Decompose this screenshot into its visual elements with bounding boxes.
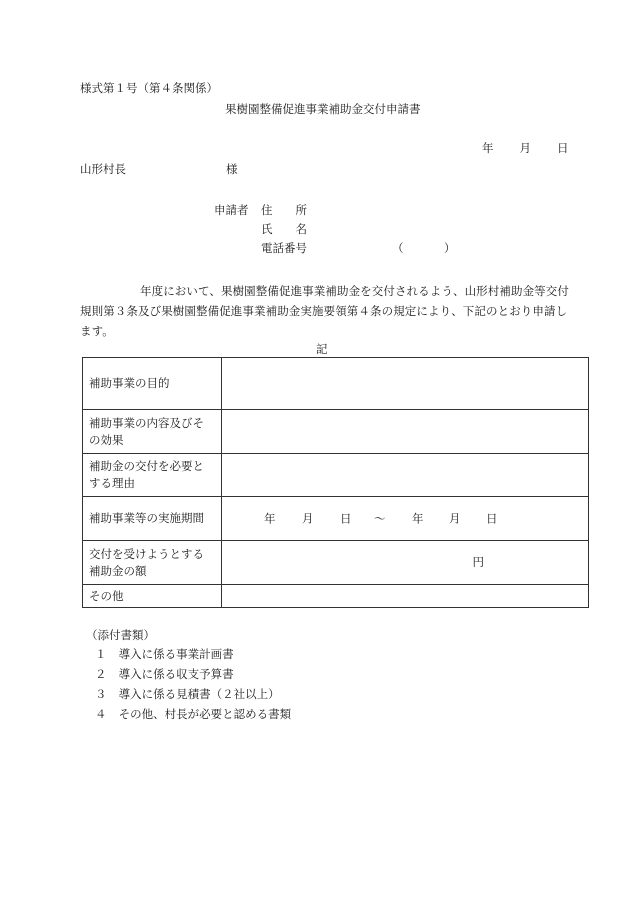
row-label: 補助事業等の実施期間 xyxy=(83,497,222,541)
attachment-text: 導入に係る見積書（２社以上） xyxy=(118,687,280,701)
phone-label: 電話番号 xyxy=(261,241,307,255)
row-value[interactable] xyxy=(222,410,589,454)
form-number: 様式第１号（第４条関係） xyxy=(80,81,218,95)
ki-heading: 記 xyxy=(316,342,328,356)
attachment-item xyxy=(95,709,291,721)
document-title: 果樹園整備促進事業補助金交付申請書 xyxy=(225,102,421,116)
attachment-text: 導入に係る事業計画書 xyxy=(118,647,234,661)
row-value[interactable] xyxy=(222,454,589,497)
name-label: 氏 名 xyxy=(261,222,307,236)
row-label: 補助事業の内容及びその効果 xyxy=(83,410,222,454)
date-month-label: 月 xyxy=(519,141,531,155)
attachment-number: １ xyxy=(95,647,107,661)
honorific: 様 xyxy=(226,162,238,176)
period-end-day: 日 xyxy=(486,511,498,525)
amount-cell[interactable]: 円 xyxy=(222,541,589,585)
row-label: 補助金の交付を必要とする理由 xyxy=(83,454,222,497)
attachment-number: ４ xyxy=(95,707,107,721)
phone-paren-open: （ xyxy=(392,241,404,255)
addressee: 山形村長 xyxy=(80,162,126,176)
body-text: 年度において、果樹園整備促進事業補助金を交付されるよう、山形村補助金等交付規則第３条及び果樹園整備促進事業補助金実施要領第４条の規定により、下記のとおり申請します。 xyxy=(80,284,569,338)
period-tilde: ～ xyxy=(374,511,386,525)
applicant-label: 申請者 xyxy=(214,203,249,217)
table-row xyxy=(83,410,589,454)
date-year-label: 年 xyxy=(482,141,494,155)
row-value[interactable] xyxy=(222,585,589,608)
table-row xyxy=(83,497,589,541)
attachments-title: （添付書類） xyxy=(86,628,155,642)
table-row xyxy=(83,541,589,585)
attachment-text: 導入に係る収支予算書 xyxy=(118,667,234,681)
attachment-item xyxy=(95,649,234,661)
attachment-number: ３ xyxy=(95,687,107,701)
attachment-number: ２ xyxy=(95,667,107,681)
period-start-month: 月 xyxy=(302,511,314,525)
attachment-text: その他、村長が必要と認める書類 xyxy=(118,707,292,721)
date-day-label: 日 xyxy=(557,141,569,155)
address-label: 住 所 xyxy=(261,203,307,217)
phone-paren-close: ） xyxy=(444,241,456,255)
row-label: 交付を受けようとする補助金の額 xyxy=(83,541,222,585)
row-label: その他 xyxy=(83,585,222,608)
row-value[interactable] xyxy=(222,358,589,410)
date-line xyxy=(482,143,569,155)
table-row xyxy=(83,454,589,497)
attachment-item xyxy=(95,669,234,681)
period-cell[interactable] xyxy=(222,497,589,541)
row-label: 補助事業の目的 xyxy=(83,358,222,410)
detail-table xyxy=(82,357,589,608)
period-start-year: 年 xyxy=(264,511,276,525)
period-end-year: 年 xyxy=(412,511,424,525)
table-row xyxy=(83,585,589,608)
attachment-item xyxy=(95,689,280,701)
period-end-month: 月 xyxy=(449,511,461,525)
period-start-day: 日 xyxy=(340,511,352,525)
table-row xyxy=(83,358,589,410)
